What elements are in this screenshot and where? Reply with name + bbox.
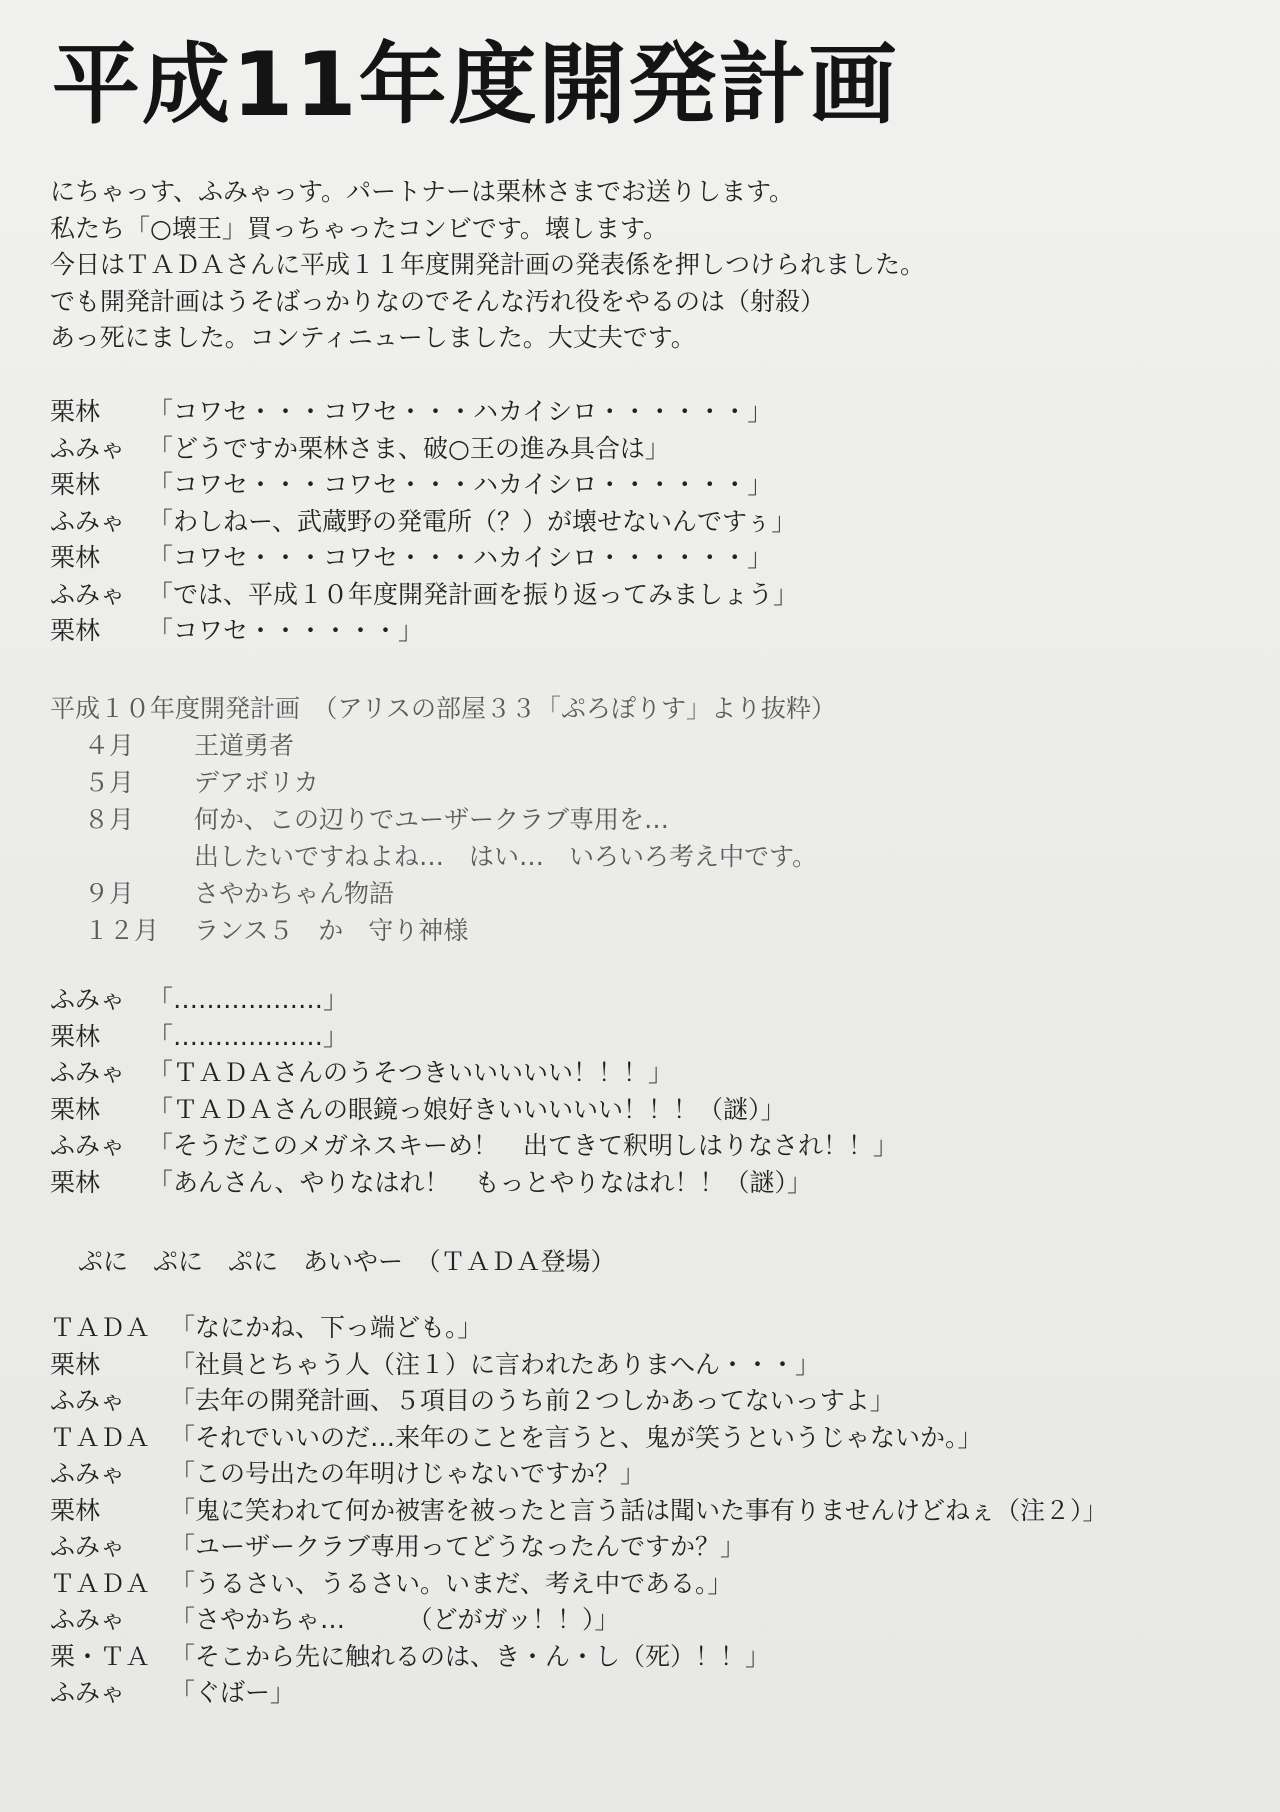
dialogue-block-1 <box>50 394 798 650</box>
dialogue-text: 「そこから先に触れるのは、き・ん・し（死）！！」 <box>170 1641 771 1671</box>
speaker-name: 栗林 <box>50 1094 101 1124</box>
speaker-name: 栗林 <box>50 397 101 426</box>
dialogue-text: 「………………」 <box>148 1021 349 1051</box>
dialogue-text: 「コワセ・・・コワセ・・・ハカイシロ・・・・・・」 <box>148 470 773 499</box>
speaker-name: 栗林 <box>50 1495 101 1525</box>
speaker-name: ＴＡＤＡ <box>50 1422 151 1452</box>
dialogue-line <box>50 1055 898 1092</box>
dialogue-text: 「コワセ・・・・・・」 <box>148 616 424 645</box>
speaker-name: ふみゃ <box>50 579 126 609</box>
speaker-name: ふみゃ <box>50 1386 126 1415</box>
speaker-name: ふみゃ <box>50 1459 126 1488</box>
dialogue-line <box>50 1639 1108 1676</box>
dialogue-line <box>50 1128 898 1165</box>
dialogue-text: 「ＴＡＤＡさんの眼鏡っ娘好きいいいいい！！！（謎）」 <box>148 1094 786 1124</box>
dialogue-line <box>50 1566 1108 1603</box>
schedule-item: さやかちゃん物語 <box>194 879 395 908</box>
dialogue-line <box>50 431 798 468</box>
dialogue-text: 「わしねー、武蔵野の発電所（？）が壊せないんですぅ」 <box>148 506 797 536</box>
dialogue-line <box>50 1347 1108 1384</box>
dialogue-text: 「どうですか栗林さま、破○王の進み具合は」 <box>148 433 670 463</box>
dialogue-line <box>50 504 798 541</box>
dialogue-block-2 <box>50 982 898 1201</box>
dialogue-line <box>50 1529 1108 1566</box>
dialogue-line <box>50 394 798 431</box>
dialogue-text: 「コワセ・・・コワセ・・・ハカイシロ・・・・・・」 <box>148 543 773 572</box>
dialogue-text: 「ぐばー」 <box>170 1678 296 1707</box>
schedule-row <box>50 912 836 949</box>
speaker-name: 栗林 <box>50 1021 101 1051</box>
schedule-row <box>50 764 836 801</box>
dialogue-text: 「鬼に笑われて何か被害を被ったと言う話は聞いた事有りませんけどねぇ（注２）」 <box>170 1495 1108 1525</box>
intro-paragraph <box>50 174 925 357</box>
sound-effect-line <box>78 1244 616 1281</box>
schedule-item: 王道勇者 <box>194 731 295 760</box>
dialogue-line <box>50 1602 1108 1639</box>
dialogue-text: 「あんさん、やりなはれ！ もっとやりなはれ！！（謎）」 <box>148 1167 813 1197</box>
dialogue-line <box>50 613 798 650</box>
schedule-month <box>50 838 194 875</box>
speaker-name: ＴＡＤＡ <box>50 1313 151 1342</box>
dialogue-text: 「さやかちゃ… （どがガッ！！）」 <box>170 1605 620 1634</box>
dialogue-line <box>50 1092 898 1129</box>
speaker-name: ふみゃ <box>50 433 126 463</box>
schedule-month: ５月 <box>84 768 135 797</box>
dialogue-text: 「なにかね、下っ端ども。」 <box>170 1313 483 1342</box>
schedule-item: 出したいですねよね… はい… いろいろ考え中です。 <box>194 842 818 871</box>
dialogue-text: 「この号出たの年明けじゃないですか？」 <box>170 1459 646 1488</box>
dialogue-line <box>50 1420 1108 1457</box>
sfx-text: ぷに ぷに ぷに あいやー （ＴＡＤＡ登場） <box>78 1247 616 1276</box>
speaker-name: ふみゃ <box>50 506 126 536</box>
dialogue-text: 「コワセ・・・コワセ・・・ハカイシロ・・・・・・」 <box>148 397 773 426</box>
speaker-name: ふみゃ <box>50 1532 126 1561</box>
dialogue-text: 「それでいいのだ…来年のことを言うと、鬼が笑うというじゃないか。」 <box>170 1422 983 1452</box>
speaker-name: ふみゃ <box>50 1605 126 1634</box>
schedule-month: １２月 <box>84 916 160 945</box>
speaker-name: 栗林 <box>50 1349 101 1379</box>
schedule-month: ９月 <box>84 879 135 908</box>
dialogue-line <box>50 467 798 504</box>
speaker-name: 栗・ＴＡ <box>50 1641 151 1671</box>
dialogue-text: 「社員とちゃう人（注１）に言われたありまへん・・・」 <box>170 1349 821 1379</box>
intro-line: あっ死にました。コンティニューしました。大丈夫です。 <box>50 323 696 352</box>
dialogue-line <box>50 577 798 614</box>
speaker-name: ふみゃ <box>50 1131 126 1160</box>
intro-line: 今日はＴＡＤＡさんに平成１１年度開発計画の発表係を押しつけられました。 <box>50 250 926 279</box>
speaker-name: 栗林 <box>50 616 101 645</box>
schedule-item: 何か、この辺りでユーザークラブ専用を… <box>194 805 670 834</box>
dialogue-text: 「では、平成１０年度開発計画を振り返ってみましょう」 <box>148 579 799 609</box>
speaker-name: 栗林 <box>50 543 101 572</box>
schedule-block <box>50 690 836 949</box>
speaker-name: ＴＡＤＡ <box>50 1568 151 1598</box>
dialogue-line <box>50 1675 1108 1712</box>
schedule-header: 平成１０年度開発計画 （アリスの部屋３３「ぷろぽりす」より抜粋） <box>50 694 837 723</box>
page-title: 平成11年度開発計画 <box>52 33 899 136</box>
speaker-name: ふみゃ <box>50 1058 126 1087</box>
schedule-month: ４月 <box>84 731 135 760</box>
dialogue-line <box>50 1456 1108 1493</box>
schedule-row <box>50 727 836 764</box>
speaker-name: 栗林 <box>50 470 101 499</box>
dialogue-line <box>50 1310 1108 1347</box>
dialogue-text: 「去年の開発計画、５項目のうち前２つしかあってないっすよ」 <box>170 1386 895 1415</box>
schedule-item: デアボリカ <box>194 768 319 797</box>
speaker-name: ふみゃ <box>50 1678 126 1707</box>
dialogue-line <box>50 1019 898 1056</box>
speaker-name: 栗林 <box>50 1167 101 1197</box>
dialogue-block-3 <box>50 1310 1108 1712</box>
dialogue-line <box>50 982 898 1019</box>
dialogue-text: 「………………」 <box>148 985 349 1014</box>
dialogue-text: 「そうだこのメガネスキーめ！ 出てきて釈明しはりなされ！！」 <box>148 1131 899 1160</box>
schedule-item: ランス５ か 守り神様 <box>194 916 469 945</box>
dialogue-line <box>50 1165 898 1202</box>
dialogue-line <box>50 1493 1108 1530</box>
dialogue-text: 「ユーザークラブ専用ってどうなったんですか？」 <box>170 1532 746 1561</box>
speaker-name: ふみゃ <box>50 985 126 1014</box>
schedule-month: ８月 <box>84 805 135 834</box>
dialogue-line <box>50 1383 1108 1420</box>
intro-line: 私たち「○壊王」買っちゃったコンビです。壊します。 <box>50 213 668 243</box>
schedule-row <box>50 838 836 875</box>
intro-line: でも開発計画はうそばっかりなのでそんな汚れ役をやるのは（射殺） <box>50 286 826 316</box>
schedule-row <box>50 801 836 838</box>
dialogue-text: 「ＴＡＤＡさんのうそつきいいいいい！！！」 <box>148 1058 674 1087</box>
dialogue-line <box>50 540 798 577</box>
dialogue-text: 「うるさい、うるさい。いまだ、考え中である。」 <box>170 1568 733 1598</box>
schedule-row <box>50 875 836 912</box>
intro-line: にちゃっす、ふみゃっす。パートナーは栗林さまでお送りします。 <box>50 177 795 206</box>
